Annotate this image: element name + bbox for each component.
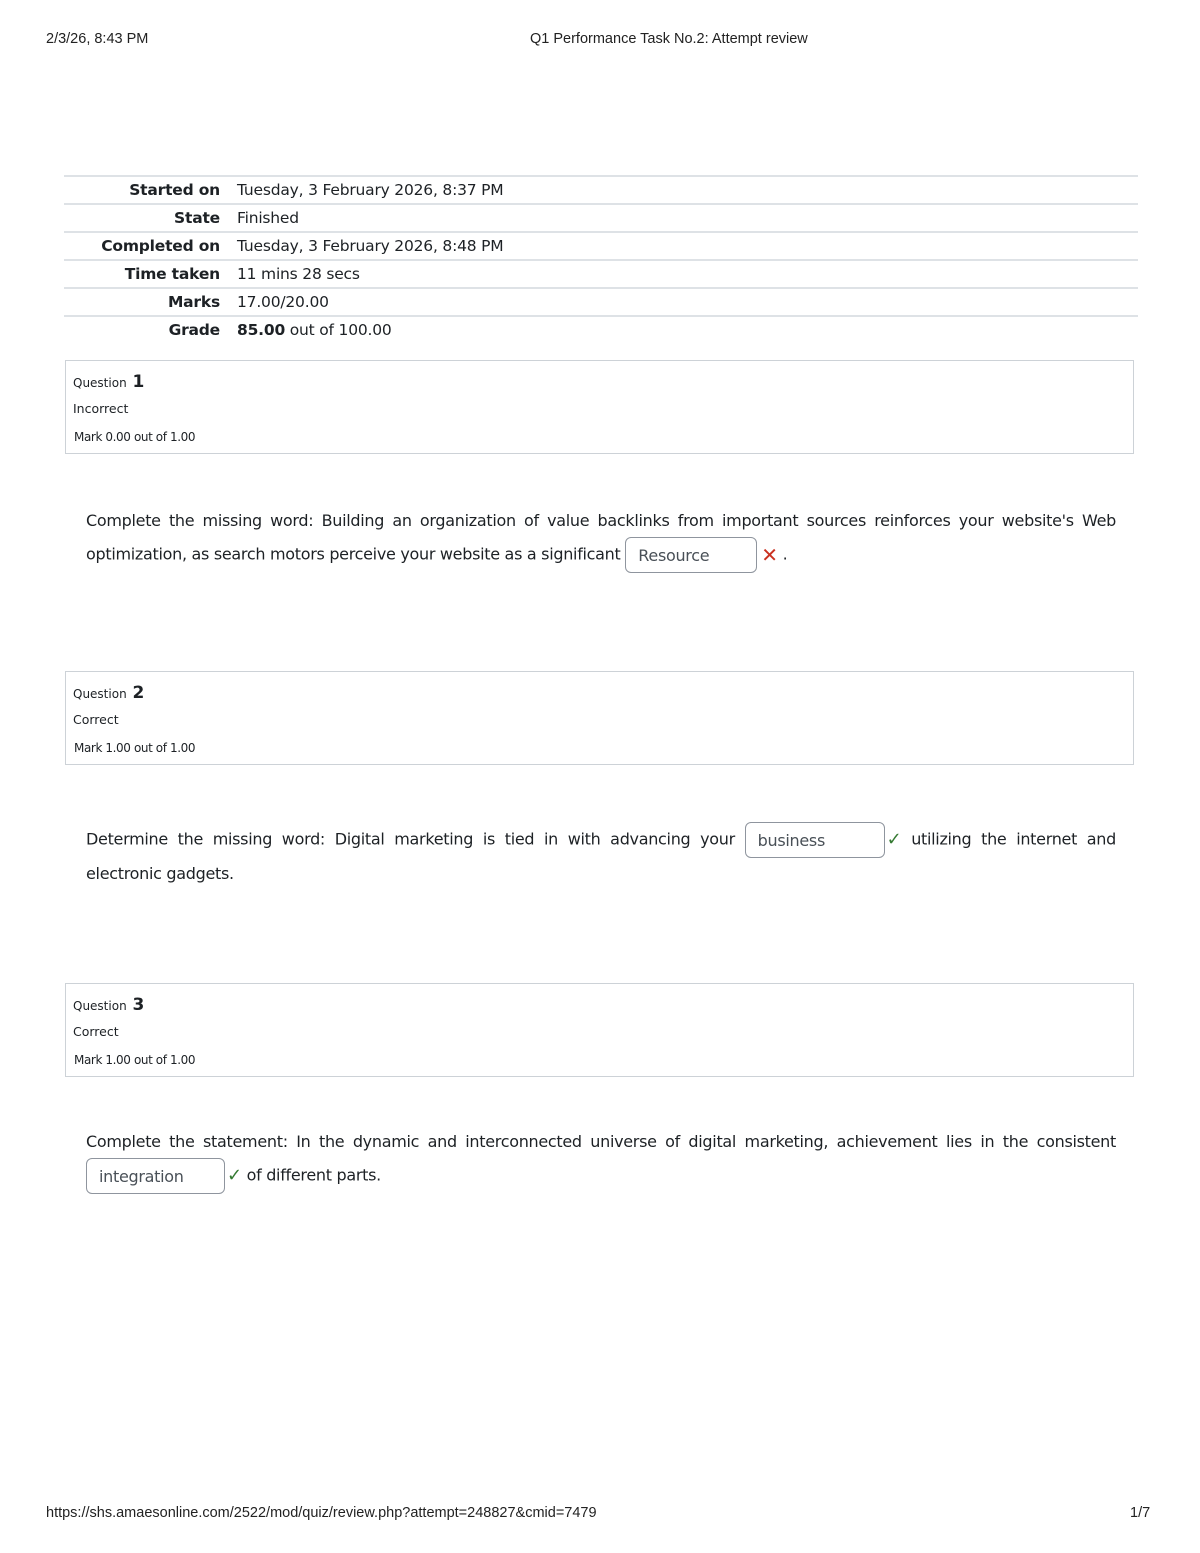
question-number bbox=[73, 372, 144, 392]
summary-value: 11 mins 28 secs bbox=[237, 265, 360, 283]
question-text-3 bbox=[86, 1126, 1116, 1194]
summary-label: Time taken bbox=[124, 265, 220, 283]
question-number bbox=[73, 683, 144, 703]
question-number bbox=[73, 995, 144, 1015]
summary-value: 17.00/20.00 bbox=[237, 293, 329, 311]
question-text-after: of different parts. bbox=[246, 1165, 381, 1185]
question-text-2 bbox=[86, 822, 1116, 890]
grade-score: 85.00 bbox=[237, 321, 286, 339]
question-info-1 bbox=[65, 360, 1134, 454]
question-prefix: Question bbox=[73, 687, 127, 701]
question-text-before: Determine the missing word: Digital marketing is tied in with advancing your bbox=[86, 829, 735, 849]
question-number-value: 2 bbox=[132, 683, 145, 703]
print-datetime: 2/3/26, 8:43 PM bbox=[46, 31, 149, 47]
question-text-after: utilizing the internet and electronic gadgets. bbox=[86, 829, 1116, 883]
grade-out-of: out of 100.00 bbox=[285, 321, 392, 339]
summary-value: Finished bbox=[237, 209, 299, 227]
print-footer bbox=[0, 1505, 1200, 1525]
question-info-3 bbox=[65, 983, 1134, 1077]
summary-value bbox=[237, 321, 392, 339]
summary-row-grade bbox=[64, 317, 1138, 343]
page-url: https://shs.amaesonline.com/2522/mod/quiz/review.php?attempt=248827&cmid=7479 bbox=[46, 1505, 597, 1521]
summary-label: Grade bbox=[168, 321, 220, 339]
question-prefix: Question bbox=[73, 999, 127, 1013]
check-icon: ✓ bbox=[886, 829, 902, 850]
check-icon: ✓ bbox=[227, 1165, 242, 1186]
question-prefix: Question bbox=[73, 376, 127, 390]
answer-field[interactable]: Resource bbox=[625, 537, 757, 573]
question-grade: Mark 0.00 out of 1.00 bbox=[74, 430, 196, 444]
question-number-value: 3 bbox=[132, 995, 145, 1015]
question-state: Correct bbox=[73, 1024, 119, 1039]
summary-value: Tuesday, 3 February 2026, 8:37 PM bbox=[237, 181, 504, 199]
print-header bbox=[0, 31, 1200, 51]
question-text-before: Complete the missing word: Building an organization of value backlinks from important sources reinforces your website's Web optimization, as search motors perceive your website as a significant bbox=[86, 511, 1116, 564]
question-text-after: . bbox=[782, 544, 788, 564]
question-grade: Mark 1.00 out of 1.00 bbox=[74, 1053, 196, 1067]
summary-label: Started on bbox=[129, 181, 220, 199]
page-counter: 1/7 bbox=[1130, 1505, 1151, 1521]
summary-label: Completed on bbox=[101, 237, 220, 255]
summary-label: Marks bbox=[167, 293, 220, 311]
question-state: Incorrect bbox=[73, 401, 129, 416]
question-text-1 bbox=[86, 505, 1116, 573]
cross-icon: ✕ bbox=[761, 543, 778, 567]
summary-row-state bbox=[64, 205, 1138, 233]
summary-row-started bbox=[64, 177, 1138, 205]
question-text-before: Complete the statement: In the dynamic and interconnected universe of digital marketing, achievement lies in the consistent bbox=[86, 1132, 1116, 1151]
answer-field[interactable]: integration bbox=[86, 1158, 225, 1194]
print-page-title: Q1 Performance Task No.2: Attempt review bbox=[530, 31, 808, 47]
question-info-2 bbox=[65, 671, 1134, 765]
question-grade: Mark 1.00 out of 1.00 bbox=[74, 741, 196, 755]
question-number-value: 1 bbox=[132, 372, 145, 392]
summary-row-marks bbox=[64, 289, 1138, 317]
summary-row-completed bbox=[64, 233, 1138, 261]
summary-label: State bbox=[174, 209, 220, 227]
summary-row-time-taken bbox=[64, 261, 1138, 289]
question-state: Correct bbox=[73, 712, 119, 727]
answer-field[interactable]: business bbox=[745, 822, 885, 858]
summary-value: Tuesday, 3 February 2026, 8:48 PM bbox=[237, 237, 504, 255]
attempt-summary-table bbox=[64, 175, 1138, 343]
